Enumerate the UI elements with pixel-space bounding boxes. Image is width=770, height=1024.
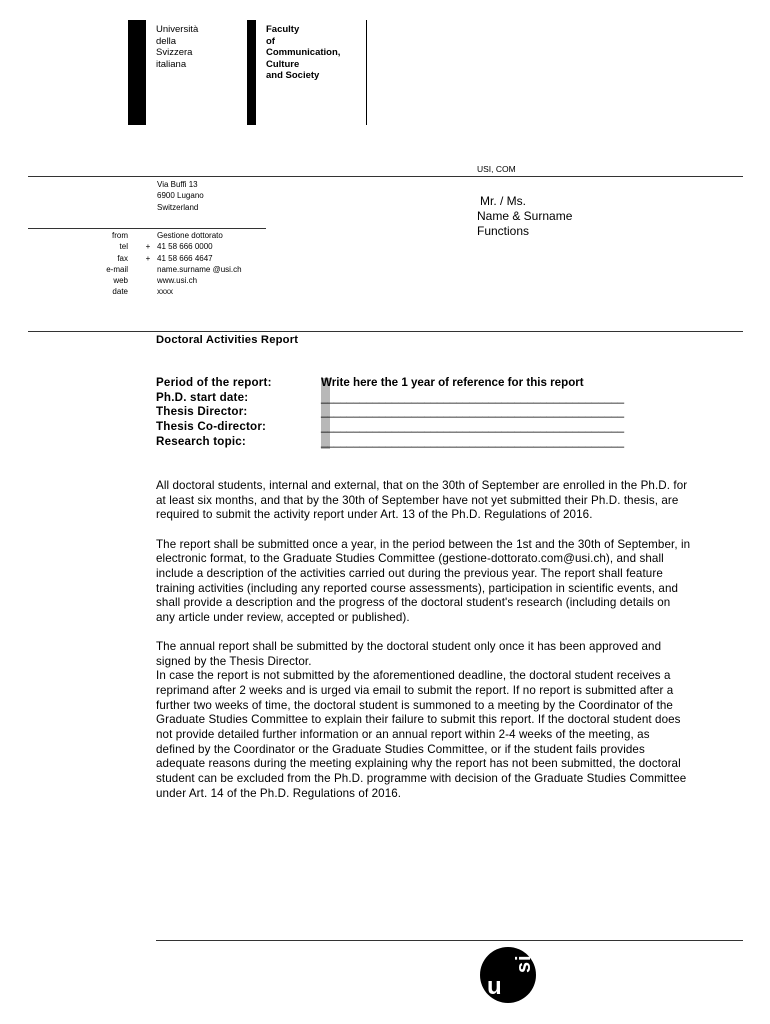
- university-name: Università della Svizzera italiana: [156, 24, 199, 70]
- header-divider: [366, 20, 367, 125]
- paragraph: The annual report shall be submitted by the doctoral student only once it has been approved and signed by the Thesis Director.: [156, 640, 662, 668]
- contact-values: [157, 230, 242, 298]
- contact-fax: 41 58 666 4647: [157, 253, 213, 263]
- contact-date: xxxx: [157, 287, 173, 297]
- recipient-block: [477, 194, 572, 239]
- sender-address: Via Buffi 13 6900 Lugano Switzerland: [157, 180, 204, 212]
- recipient-title: Mr. / Ms.: [480, 194, 526, 208]
- contact-from: Gestione dottorato: [157, 231, 223, 240]
- document-body: [156, 479, 691, 801]
- contact-email[interactable]: name.surname @usi.ch: [157, 264, 242, 274]
- field-labels: Period of the report: Ph.D. start date: Thesis Director: Thesis Co-director: Research topic:: [156, 376, 272, 448]
- body-rule: [28, 331, 743, 332]
- footer-rule: [156, 940, 743, 941]
- faculty-logo-bar: [247, 20, 256, 125]
- thesis-codirector-field[interactable]: _______________________________________________: [321, 420, 625, 434]
- period-field[interactable]: Write here the 1 year of reference for this report: [321, 376, 584, 389]
- usi-logo-bar: [128, 20, 146, 125]
- logo-letter-i: i: [513, 955, 535, 961]
- recipient-functions: Functions: [477, 224, 530, 238]
- contact-prefixes: + +: [145, 242, 151, 263]
- header-rule: [28, 176, 743, 177]
- contact-tel: 41 58 666 0000: [157, 242, 213, 252]
- paragraph: In case the report is not submitted by the aforementioned deadline, the doctoral student receives a reprimand after 2 weeks and is urged via email to submit the report. If no report is submitted after a further two weeks of time, the doctoral student is summoned to a meeting by the Coordinator of the Graduate Studies Committee to explain their failure to submit this report. If the doctoral student does not provide detailed further information or an annual report within 2-4 weeks of the meeting, as defined by the Coordinator or the Graduate Studies Committee, or if the student fails provides adequate reasons during the meeting explaining why the report has not been submitted, the doctoral student can be excluded from the Ph.D. programme with decision of the Graduate Studies Committee under Art. 14 of the Ph.D. Regulations of 2016.: [156, 669, 687, 800]
- logo-letter-u: u: [487, 973, 502, 1000]
- recipient-org: USI, COM: [477, 164, 516, 174]
- logo-letter-s: s: [513, 961, 535, 973]
- document-title: Doctoral Activities Report: [156, 334, 299, 346]
- research-topic-field[interactable]: _______________________________________________: [321, 434, 625, 448]
- paragraph: All doctoral students, internal and external, that on the 30th of September are enrolled in the Ph.D. for at least six months, and that by the 30th of September have not yet submitted their Ph.D. thesis, are required to submit the activity report under Art. 13 of the Ph.D. Regulations of 2016.: [156, 479, 688, 522]
- usi-logo-icon: [479, 946, 537, 1004]
- field-values: [321, 376, 624, 450]
- contact-web[interactable]: www.usi.ch: [157, 276, 198, 286]
- recipient-name: Name & Surname: [477, 209, 573, 223]
- faculty-name: Faculty of Communication, Culture and Society: [266, 24, 341, 81]
- contact-labels: from tel fax e-mail web date: [106, 231, 128, 297]
- thesis-director-field[interactable]: _______________________________________________: [321, 405, 625, 419]
- start-date-field[interactable]: _______________________________________________: [321, 390, 625, 404]
- address-rule: [28, 228, 266, 229]
- paragraph: The report shall be submitted once a year, in the period between the 1st and the 30th of September, in electronic format, to the Graduate Studies Committee (gestione-dottorato.com@usi.ch), and shall include a description of the activities carried out during the previous year. The report shall feature training activities (including any reported course assessments), participation in scientific events, and shall provide a description and the progress of the doctoral student's research (including details on any article under review, accepted or published).: [156, 537, 691, 624]
- usi-footer-logo: [479, 946, 537, 1004]
